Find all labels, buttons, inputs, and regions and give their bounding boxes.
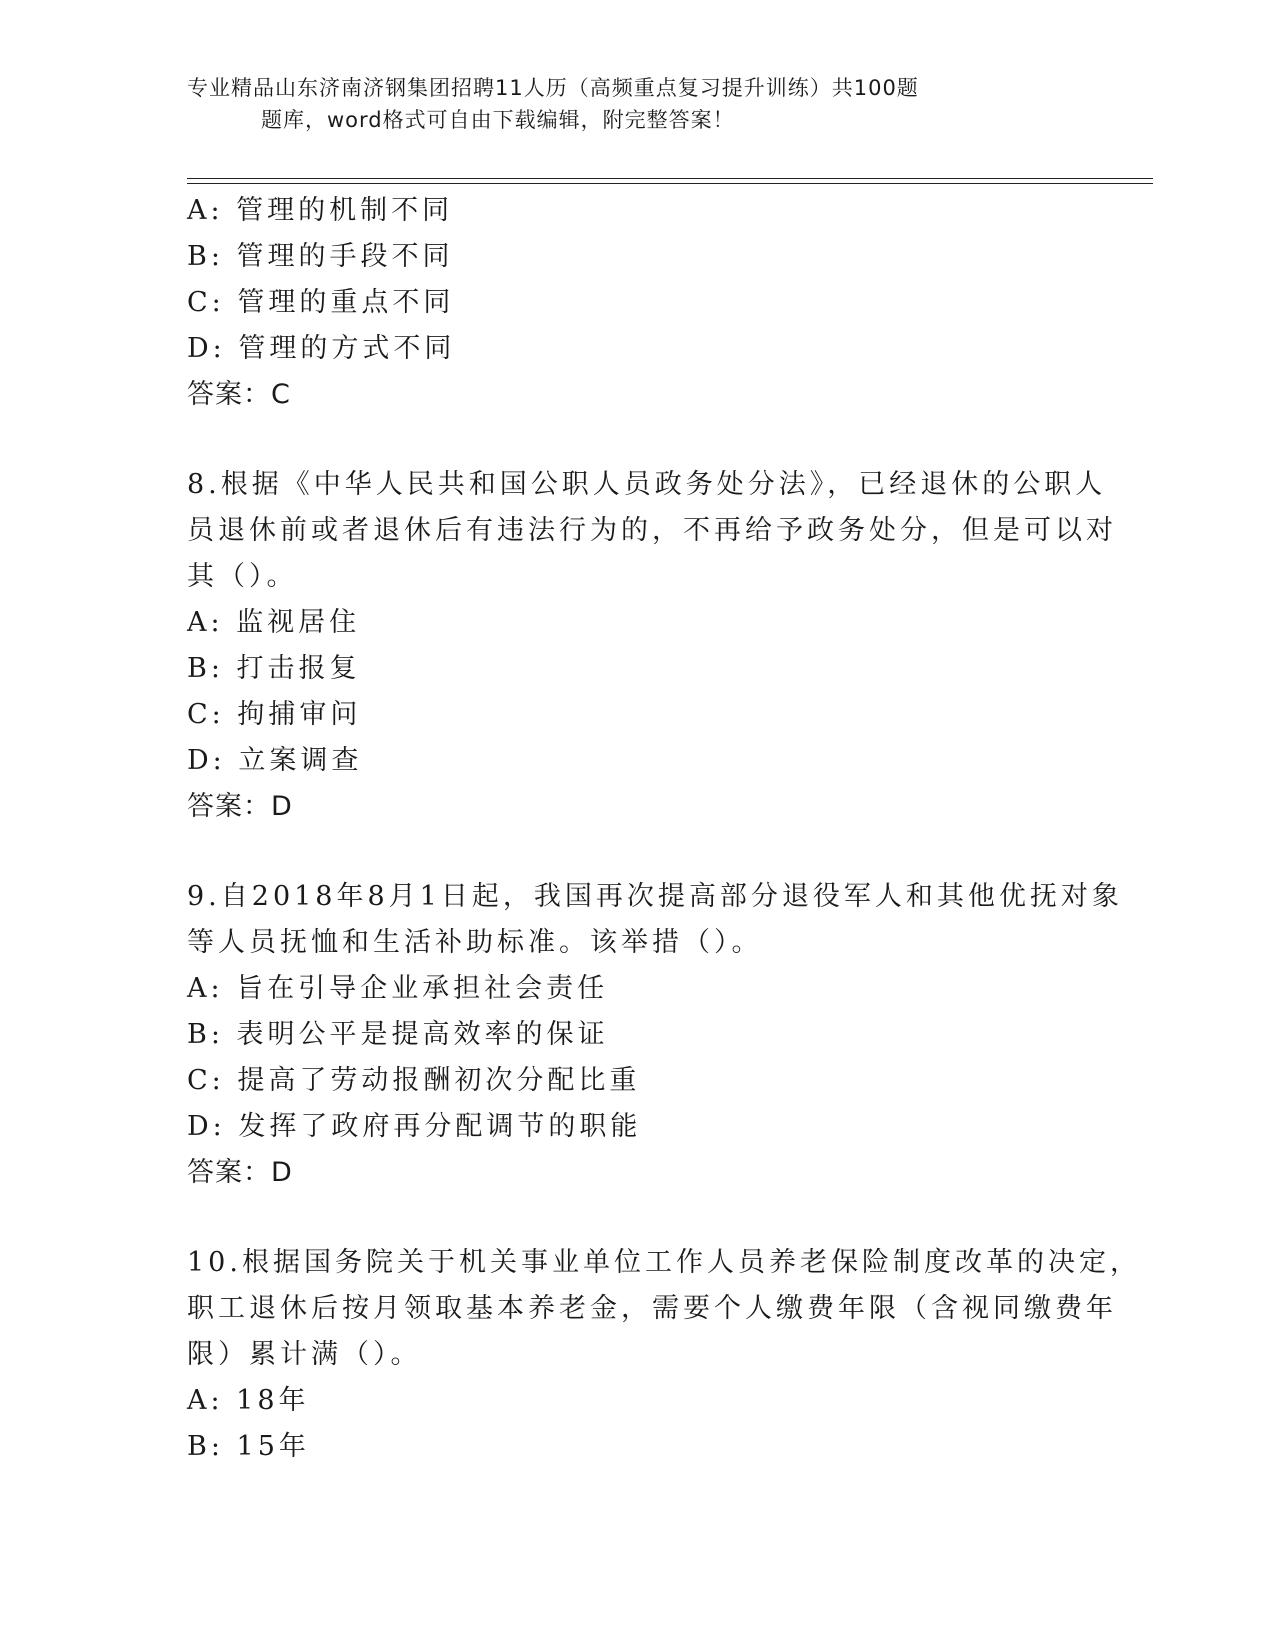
option-b: B: 管理的手段不同 (187, 241, 454, 272)
question-9 (187, 874, 1123, 1196)
question-spacer (187, 418, 1087, 462)
header-rule-top (187, 178, 1153, 179)
header-rule-bottom (187, 183, 1153, 184)
answer: 答案：D (187, 1157, 293, 1188)
option-a: A: 18年 (187, 1385, 310, 1416)
question-stem-line: 10.根据国务院关于机关事业单位工作人员养老保险制度改革的决定， (187, 1247, 1141, 1278)
question-spacer (187, 1196, 1087, 1240)
question-8 (187, 462, 1117, 830)
option-c: C: 管理的重点不同 (187, 287, 455, 318)
question-stem-line: 8.根据《中华人民共和国公职人员政务处分法》，已经退休的公职人 (187, 469, 1107, 500)
answer: 答案：C (187, 379, 291, 410)
option-b: B: 打击报复 (187, 653, 361, 684)
option-d: D: 管理的方式不同 (187, 333, 456, 364)
option-b: B: 表明公平是提高效率的保证 (187, 1019, 609, 1050)
option-a: A: 旨在引导企业承担社会责任 (187, 973, 609, 1004)
header-title-line-2: 题库，word格式可自由下载编辑，附完整答案！ (261, 108, 735, 132)
option-a: A: 监视居住 (187, 607, 361, 638)
option-c: C: 拘捕审问 (187, 699, 362, 730)
option-a: A: 管理的机制不同 (187, 195, 454, 226)
document-header (187, 72, 1087, 136)
question-stem-line: 职工退休后按月领取基本养老金，需要个人缴费年限（含视同缴费年 (187, 1293, 1117, 1324)
option-d: D: 发挥了政府再分配调节的职能 (187, 1111, 642, 1142)
question-stem-line: 等人员抚恤和生活补助标准。该举措（）。 (187, 927, 763, 958)
header-title-line-1: 专业精品山东济南济钢集团招聘11人历（高频重点复习提升训练）共100题 (187, 76, 919, 100)
question-7 (187, 188, 1087, 418)
question-stem-line: 员退休前或者退休后有违法行为的，不再给予政务处分，但是可以对 (187, 515, 1117, 546)
option-b: B: 15年 (187, 1431, 310, 1462)
answer: 答案：D (187, 791, 293, 822)
question-spacer (187, 830, 1087, 874)
question-stem-line: 限）累计满（）。 (187, 1339, 422, 1370)
question-list (187, 188, 1141, 1470)
option-c: C: 提高了劳动报酬初次分配比重 (187, 1065, 641, 1096)
question-stem-line: 其（）。 (187, 561, 298, 592)
question-stem-line: 9.自2018年8月1日起，我国再次提高部分退役军人和其他优抚对象 (187, 881, 1123, 912)
question-10 (187, 1240, 1141, 1470)
option-d: D: 立案调查 (187, 745, 363, 776)
